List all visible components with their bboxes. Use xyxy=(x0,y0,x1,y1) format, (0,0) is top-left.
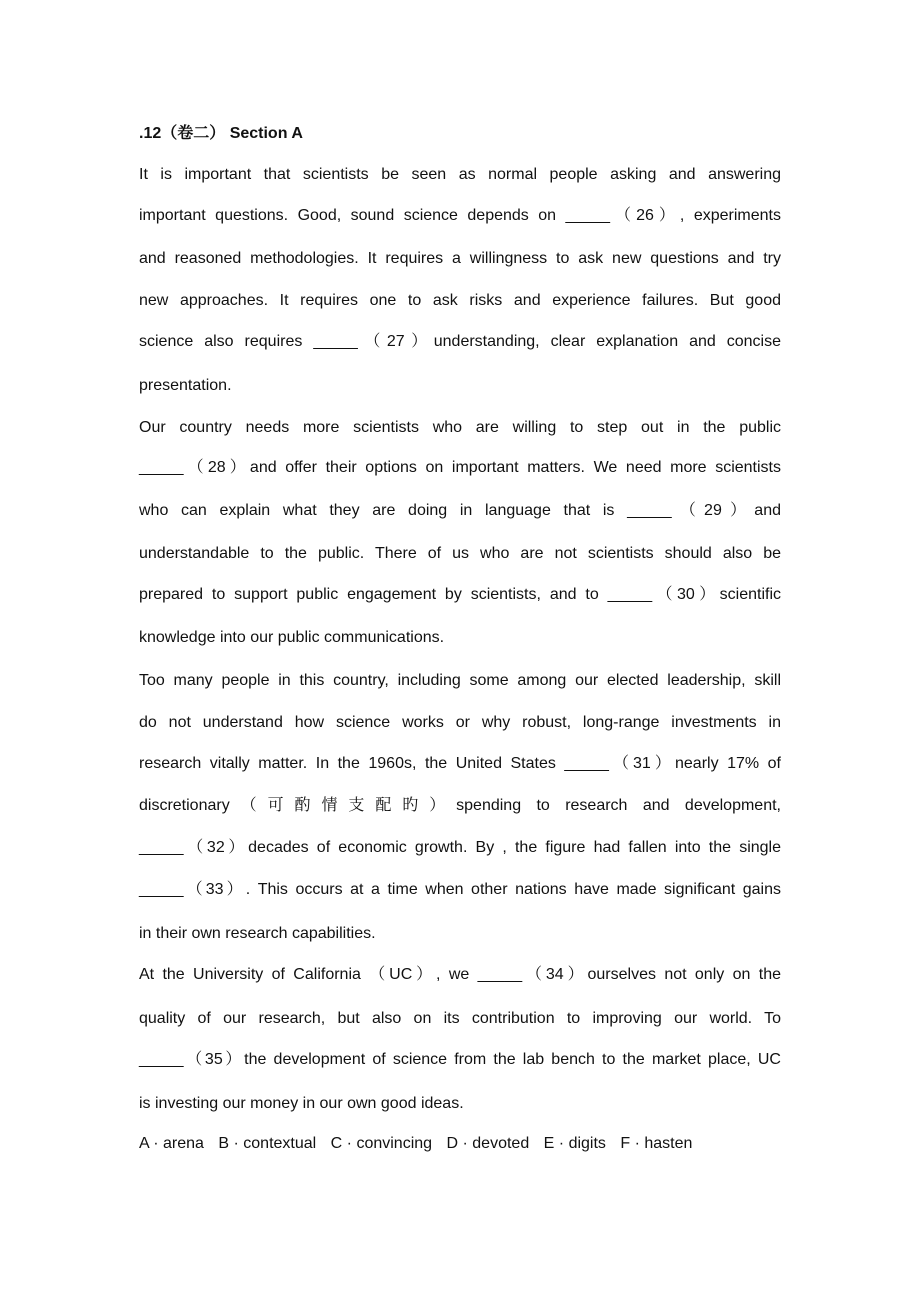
paragraph-4-line-4: is investing our money in our own good ideas. xyxy=(139,1095,464,1112)
option-f: F · hasten xyxy=(620,1135,693,1152)
paragraph-2-line-2: _____（28）and offer their options on important matters. We need more scientists xyxy=(139,459,781,476)
paragraph-1-line-6: presentation. xyxy=(139,377,232,394)
paragraph-2-line-6: knowledge into our public communications. xyxy=(139,629,445,646)
option-a: A · arena xyxy=(139,1135,204,1152)
paragraph-4-line-3: _____（35）the development of science from the lab bench to the market place, UC xyxy=(139,1051,781,1068)
paragraph-2-line-4: understandable to the public. There of us who are not scientists should also be xyxy=(139,545,781,562)
paragraph-1-line-5: science also requires _____（27）understanding, clear explanation and concise xyxy=(139,333,781,350)
paragraph-3-line-6: _____（33）. This occurs at a time when other nations have made significant gains xyxy=(139,881,781,898)
paragraph-3-line-1: Too many people in this country, including some among our elected leadership, skill xyxy=(139,672,781,689)
paragraph-1-line-4: new approaches. It requires one to ask risks and experience failures. But good xyxy=(139,292,781,309)
word-options xyxy=(139,1134,702,1154)
paragraph-1-line-3: and reasoned methodologies. It requires a willingness to ask new questions and try xyxy=(139,250,781,267)
option-e: E · digits xyxy=(543,1135,606,1152)
paragraph-3-line-5: _____（32）decades of economic growth. By , the figure had fallen into the single xyxy=(139,839,781,856)
paragraph-4-line-2: quality of our research, but also on its contribution to improving our world. To xyxy=(139,1010,781,1027)
paragraph-4-line-1: At the University of California （UC）, we _____（34）ourselves not only on the xyxy=(139,966,781,983)
paragraph-3-line-4: discretionary（可酌情支配旳）spending to research and development, xyxy=(139,797,781,814)
paragraph-2-line-3: who can explain what they are doing in language that is _____（29）and xyxy=(139,502,781,519)
paragraph-2-line-5: prepared to support public engagement by scientists, and to _____（30）scientific xyxy=(139,586,781,603)
paragraph-3-line-7: in their own research capabilities. xyxy=(139,925,376,942)
option-d: D · devoted xyxy=(446,1135,530,1152)
paragraph-2-line-1: Our country needs more scientists who are willing to step out in the public xyxy=(139,419,781,436)
section-title: .12（卷二） Section A xyxy=(139,125,303,142)
option-c: C · convincing xyxy=(330,1135,433,1152)
paragraph-1-line-2: important questions. Good, sound science depends on _____（26）, experiments xyxy=(139,207,781,224)
paragraph-1-line-1: It is important that scientists be seen as normal people asking and answering xyxy=(139,166,781,183)
option-b: B · contextual xyxy=(218,1135,317,1152)
paragraph-3-line-2: do not understand how science works or why robust, long-range investments in xyxy=(139,714,781,731)
paragraph-3-line-3: research vitally matter. In the 1960s, the United States _____（31）nearly 17% of xyxy=(139,755,781,772)
